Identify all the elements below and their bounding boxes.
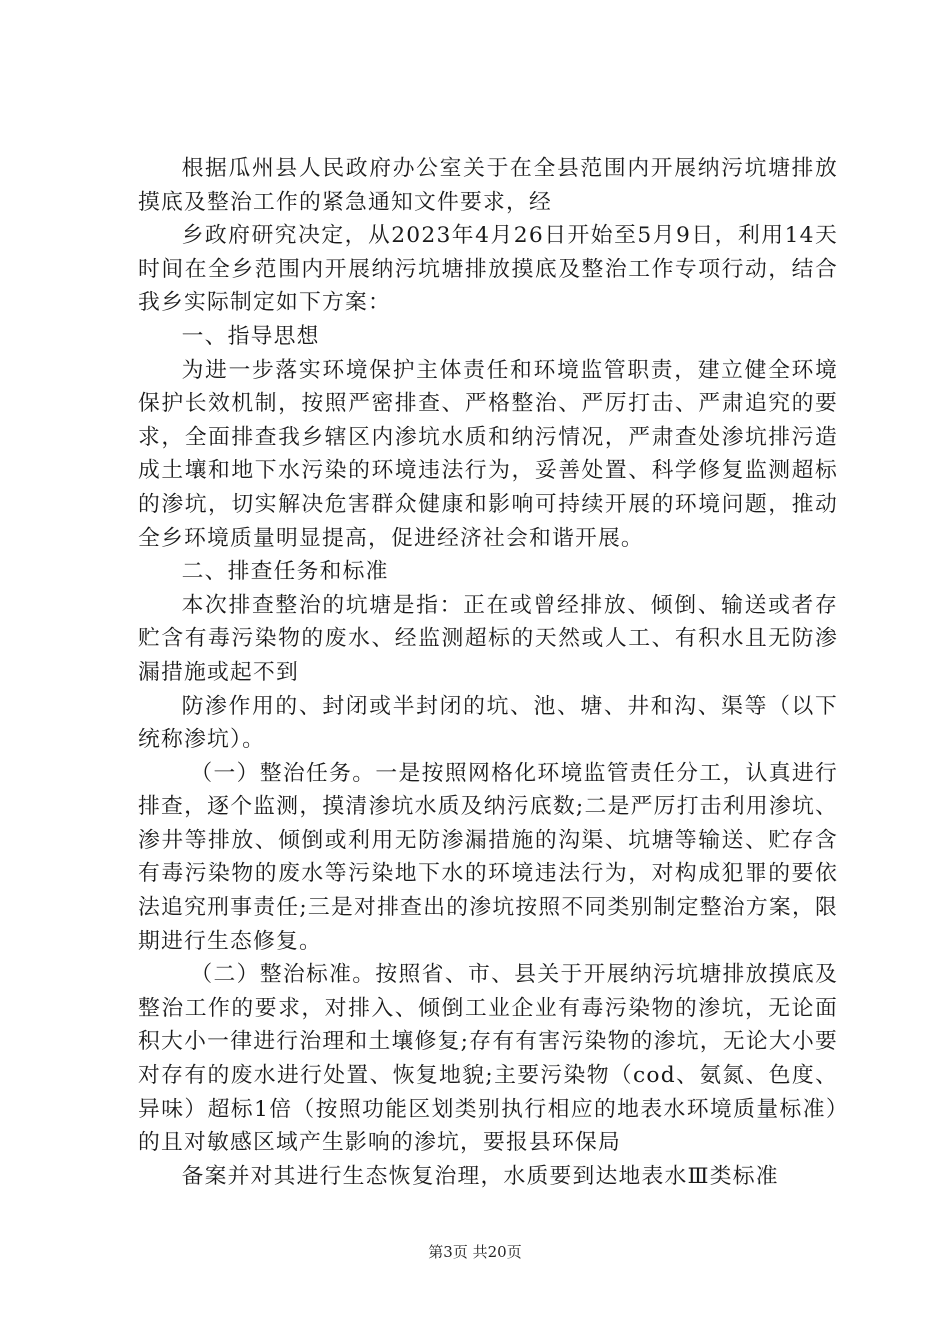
paragraph-remediation-tasks: （一）整治任务。一是按照网格化环境监管责任分工，认真进行排查，逐个监测，摸清渗坑水质及纳污底数;二是严厉打击利用渗坑、渗井等排放、倾倒或利用无防渗漏措施的沟渠、坑塘等输送、贮存含有毒污染物的废水等污染地下水的环境违法行为，对构成犯罪的要依法追究刑事责任;三是对排查出的渗坑按照不同类别制定整治方案，限期进行生态修复。 [138,760,838,954]
paragraph-filing: 备案并对其进行生态恢复治理，水质要到达地表水Ⅲ类标准 [181,1163,779,1189]
heading-guiding-ideology: 一、指导思想 [181,323,320,349]
paragraph-decision: 乡政府研究决定，从2023年4月26日开始至5月9日，利用14天时间在全乡范围内开展纳污坑塘排放摸底及整治工作专项行动，结合我乡实际制定如下方案： [138,223,838,316]
paragraph-intro: 根据瓜州县人民政府办公室关于在全县范围内开展纳污坑塘排放摸底及整治工作的紧急通知文件要求，经 [138,156,838,215]
paragraph-pit-definition: 本次排查整治的坑塘是指：正在或曾经排放、倾倒、输送或者存贮含有毒污染物的废水、经监测超标的天然或人工、有积水且无防渗漏措施或起不到 [138,592,838,685]
document-body [138,152,838,1193]
page-number-footer: 第3页 共20页 [428,1243,522,1261]
paragraph-guiding-ideology: 为进一步落实环境保护主体责任和环境监管职责，建立健全环境保护长效机制，按照严密排查、严格整治、严厉打击、严肃追究的要求，全面排查我乡辖区内渗坑水质和纳污情况，严肃查处渗坑排污造成土壤和地下水污染的环境违法行为，妥善处置、科学修复监测超标的渗坑，切实解决危害群众健康和影响可持续开展的环境问题，推动全乡环境质量明显提高，促进经济社会和谐开展。 [138,357,838,551]
heading-tasks-standards: 二、排查任务和标准 [181,559,389,585]
paragraph-pit-definition-cont: 防渗作用的、封闭或半封闭的坑、池、塘、井和沟、渠等（以下统称渗坑）。 [138,693,838,753]
paragraph-remediation-standards: （二）整治标准。按照省、市、县关于开展纳污坑塘排放摸底及整治工作的要求，对排入、倾倒工业企业有毒污染物的渗坑，无论面积大小一律进行治理和土壤修复;存有有害污染物的渗坑，无论大小要对存有的废水进行处置、恢复地貌;主要污染物（cod、氨氮、色度、异味）超标1倍（按照功能区划类别执行相应的地表水环境质量标准）的且对敏感区域产生影响的渗坑，要报县环保局 [138,962,838,1156]
